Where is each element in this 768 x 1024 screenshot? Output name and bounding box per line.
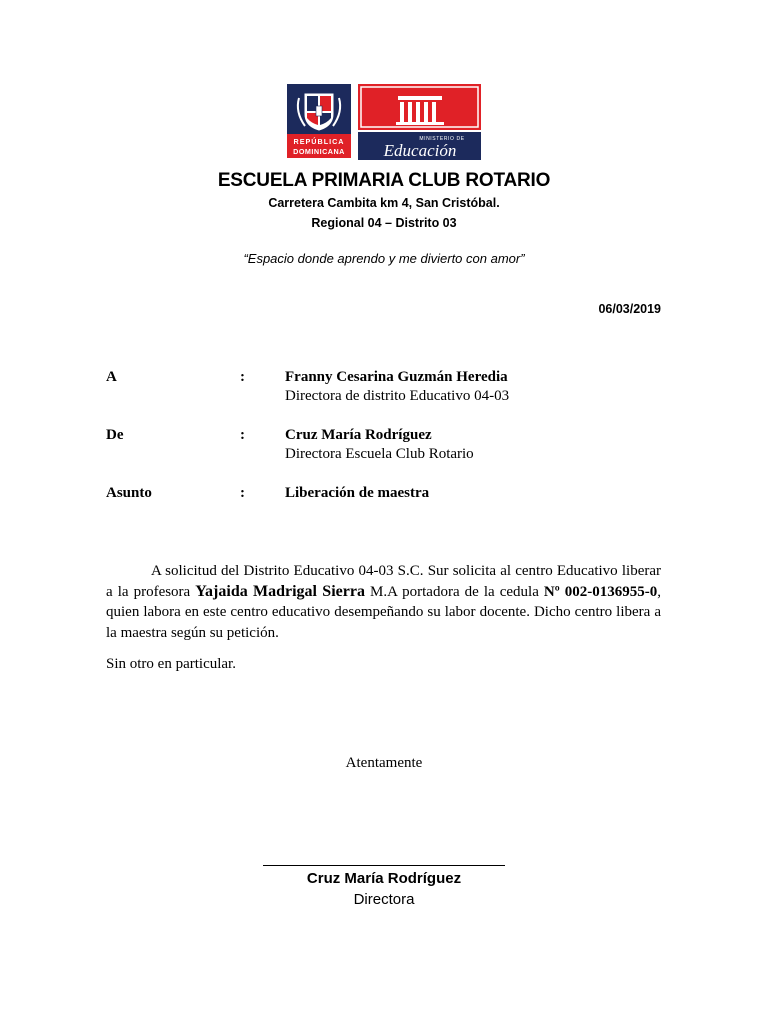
svg-text:DOMINICANA: DOMINICANA <box>293 147 345 156</box>
from-label: De <box>106 427 124 443</box>
svg-text:REPÚBLICA: REPÚBLICA <box>293 137 345 146</box>
teacher-name: Yajaida Madrigal Sierra <box>195 582 365 600</box>
svg-text:Educación: Educación <box>383 141 457 160</box>
signature-line <box>263 865 505 866</box>
subject-colon: : <box>240 485 245 501</box>
school-motto: “Espacio donde aprendo y me divierto con amor” <box>243 251 525 266</box>
letter-body <box>106 561 661 643</box>
letter-date: 06/03/2019 <box>598 302 661 316</box>
school-address: Carretera Cambita km 4, San Cristóbal. <box>268 196 500 210</box>
recipient-name: Franny Cesarina Guzmán Heredia <box>285 369 508 385</box>
school-name: ESCUELA PRIMARIA CLUB ROTARIO <box>217 170 551 191</box>
ministerio-educacion-logo <box>358 84 481 160</box>
subject-label: Asunto <box>106 485 152 501</box>
subject-value: Liberación de maestra <box>285 485 430 501</box>
closing-line: Sin otro en particular. <box>106 656 236 672</box>
cedula-number: Nº 002-0136955-0 <box>543 583 658 600</box>
to-label: A <box>106 369 117 385</box>
recipient-title: Directora de distrito Educativo 04-03 <box>285 388 510 404</box>
sender-title: Directora Escuela Club Rotario <box>285 446 474 462</box>
salutation: Atentamente <box>345 755 423 771</box>
sender-name: Cruz María Rodríguez <box>285 427 432 443</box>
to-colon: : <box>240 369 245 385</box>
header-logos <box>287 84 481 162</box>
body-text-start: A solicitud del Distrito Educativo 04-03 S.C. Sur solicita al centro Educativo liberar a la profesora <box>106 563 661 600</box>
republica-dominicana-logo <box>287 84 351 158</box>
svg-text:MINISTERIO DE: MINISTERIO DE <box>419 136 465 142</box>
body-text-mid: M.A portadora de la cedula <box>364 583 544 600</box>
school-region: Regional 04 – Distrito 03 <box>311 216 457 230</box>
from-colon: : <box>240 427 245 443</box>
body-text-end: , quien labora en este centro educativo desempeñando su labor docente. Dicho centro libera a la maestra según su petición. <box>106 583 661 641</box>
signer-name: Cruz María Rodríguez <box>306 870 462 887</box>
signer-title: Directora <box>353 891 415 908</box>
